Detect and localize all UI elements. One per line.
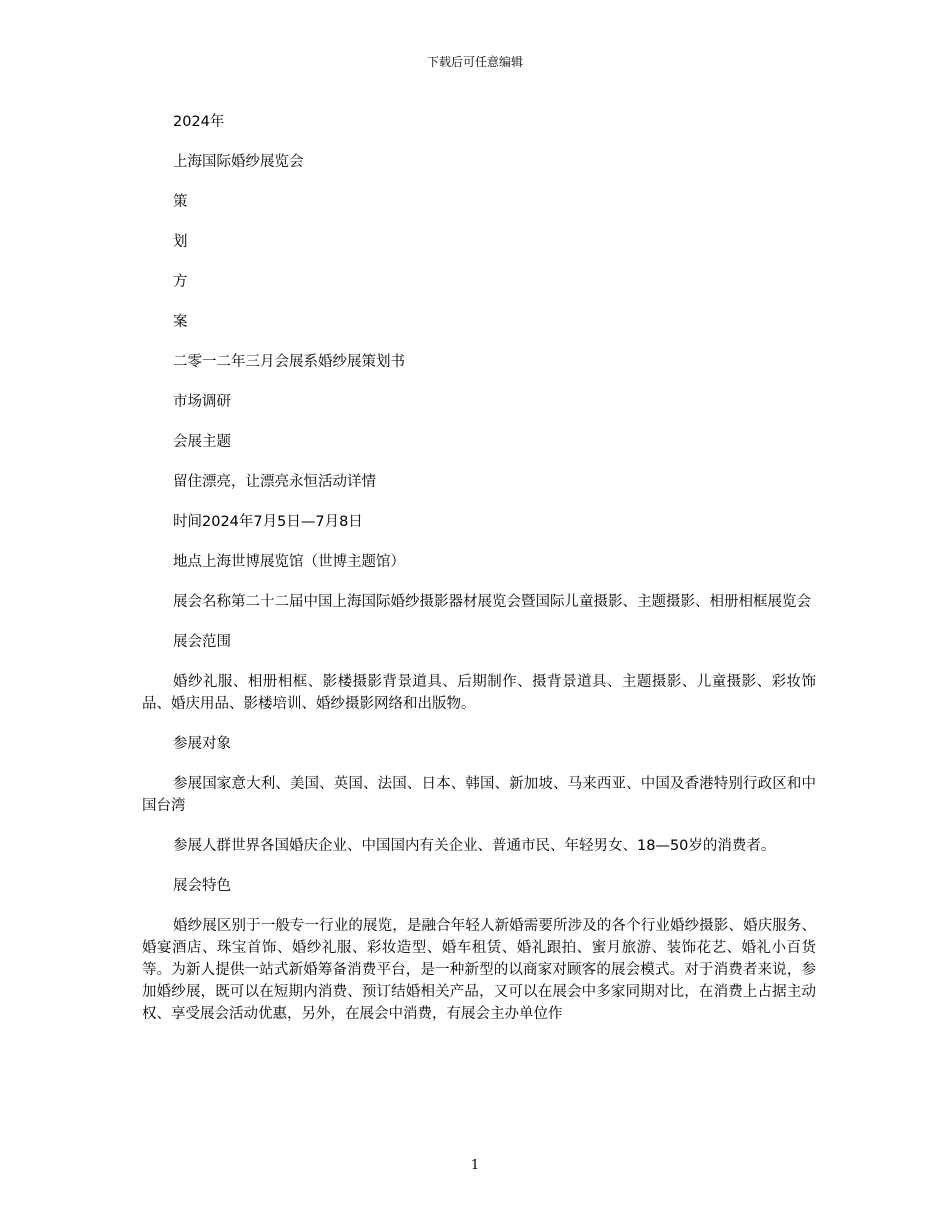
- scope-paragraph: 婚纱礼服、相册相框、影楼摄影背景道具、后期制作、摄背景道具、主题摄影、儿童摄影、彩妆饰品、婚庆用品、影楼培训、婚纱摄影网络和出版物。: [142, 674, 816, 712]
- title-char-4: 案: [173, 314, 188, 330]
- section-features: 展会特色: [173, 878, 231, 894]
- exhibition-name-paragraph: 展会名称第二十二届中国上海国际婚纱摄影器材展览会暨国际儿童摄影、主题摄影、相册相框展览会: [173, 594, 811, 610]
- theme-text: 留住漂亮，让漂亮永恒活动详情: [173, 474, 376, 490]
- title-char-3: 方: [173, 274, 188, 290]
- year-line: 2024年: [173, 114, 225, 130]
- section-participants: 参展对象: [173, 736, 231, 752]
- page-number: 1: [470, 1158, 480, 1173]
- event-time: 时间2024年7月5日—7月8日: [173, 514, 363, 530]
- document-subtitle: 二零一二年三月会展系婚纱展策划书: [173, 354, 405, 370]
- event-location: 地点上海世博展览馆（世博主题馆）: [173, 554, 405, 570]
- title-char-1: 策: [173, 194, 188, 210]
- page-header: 下载后可任意编辑: [426, 55, 523, 69]
- participant-countries-paragraph: 参展国家意大利、美国、英国、法国、日本、韩国、新加坡、马来西亚、中国及香港特别行政区和中国台湾: [142, 776, 816, 814]
- section-market-research: 市场调研: [173, 394, 231, 410]
- document-body: [142, 111, 816, 1043]
- title-char-2: 划: [173, 234, 188, 250]
- participant-groups-paragraph: 参展人群世界各国婚庆企业、中国国内有关企业、普通市民、年轻男女、18—50岁的消费者。: [173, 838, 776, 854]
- features-paragraph: 婚纱展区别于一般专一行业的展览，是融合年轻人新婚需要所涉及的各个行业婚纱摄影、婚庆服务、婚宴酒店、珠宝首饰、婚纱礼服、彩妆造型、婚车租赁、婚礼跟拍、蜜月旅游、装饰花艺、婚礼小百货等。为新人提供一站式新婚筹备消费平台，是一种新型的以商家对顾客的展会模式。对于消费者来说，参加婚纱展，既可以在短期内消费、预订结婚相关产品，又可以在展会中多家同期对比，在消费上占据主动权、享受展会活动优惠，另外，在展会中消费，有展会主办单位作: [142, 918, 816, 1022]
- section-scope: 展会范围: [173, 634, 231, 650]
- section-exhibition-theme: 会展主题: [173, 434, 231, 450]
- document-title: 上海国际婚纱展览会: [173, 154, 304, 170]
